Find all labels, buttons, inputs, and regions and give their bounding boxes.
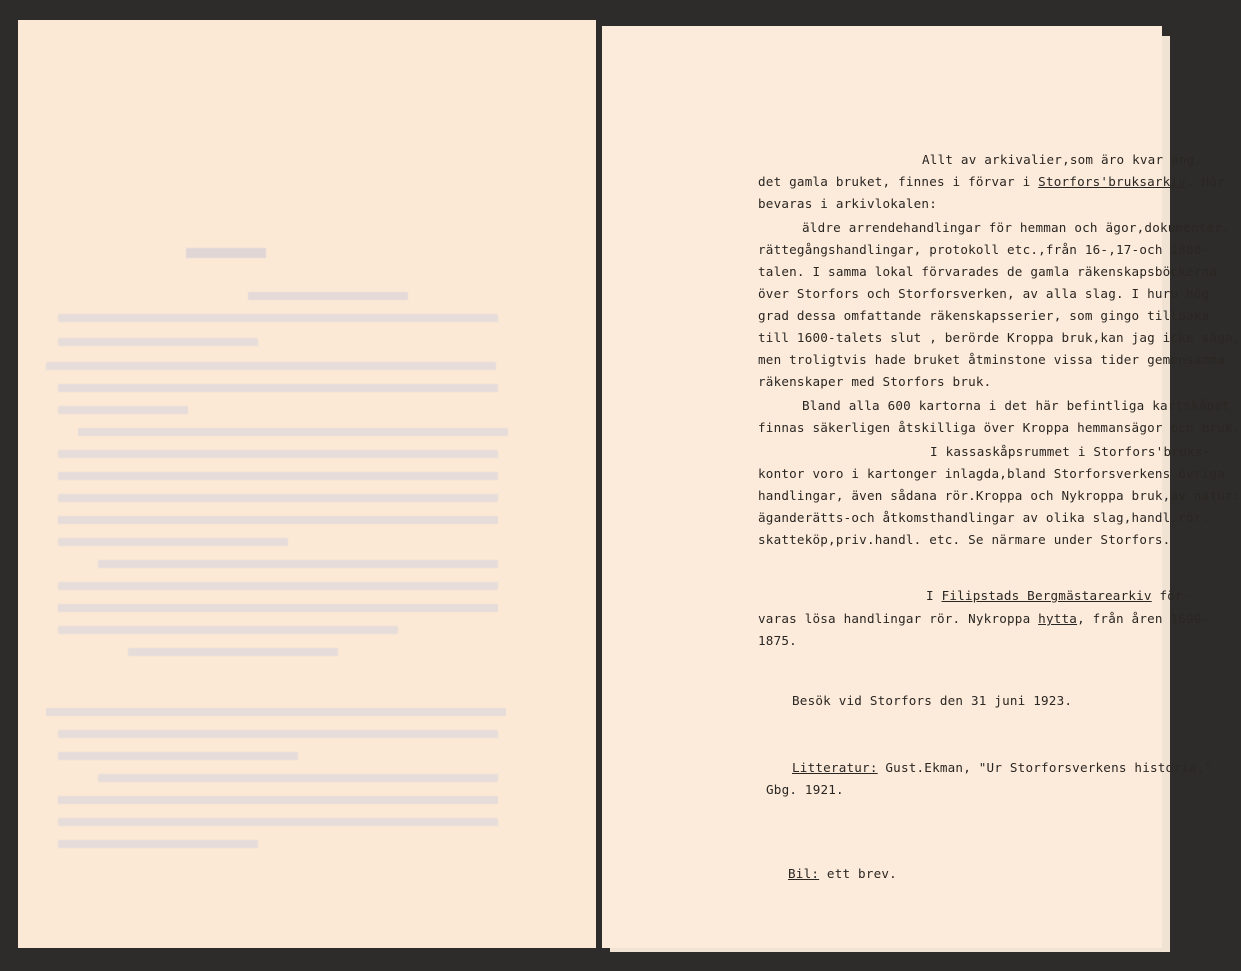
left-page-blank-reverse <box>18 20 596 948</box>
storfors-bruksarkiv-ref: Storfors'bruksarkiv <box>1038 174 1187 189</box>
literature-label: Litteratur: <box>792 760 878 775</box>
attachment-line <box>788 866 897 881</box>
para2-line1: äldre arrendehandlingar för hemman och ägor,dokumenter, <box>802 220 1231 235</box>
typed-document-page <box>602 26 1241 948</box>
show-through-line <box>248 292 408 300</box>
para2-line6: till 1600-talets slut , berörde Kroppa bruk,kan jag icke säga, <box>758 330 1241 345</box>
show-through-line <box>58 840 258 848</box>
show-through-line <box>58 406 188 414</box>
attachment-text: ett brev. <box>819 866 897 881</box>
show-through-line <box>58 626 398 634</box>
bergmastarearkiv-ref: Filipstads Bergmästarearkiv <box>941 588 1152 603</box>
show-through-line <box>58 314 498 322</box>
para4-line4: äganderätts-och åtkomsthandlingar av olika slag,handl.rör. <box>758 510 1210 525</box>
show-through-line <box>58 384 498 392</box>
show-through-line <box>58 730 498 738</box>
show-through-line <box>58 796 498 804</box>
show-through-line <box>58 516 498 524</box>
attachment-label: Bil: <box>788 866 820 881</box>
para5-line1-a: I <box>926 588 942 603</box>
para4-line3: handlingar, även sådana rör.Kroppa och Nykroppa bruk,av natur: <box>758 488 1241 503</box>
show-through-line <box>58 752 298 760</box>
show-through-line <box>186 248 266 258</box>
literature-text: Gust.Ekman, "Ur Storforsverkens historia," <box>877 760 1213 775</box>
para3-line1: Bland alla 600 kartorna i det här befintliga kartskåpet <box>802 398 1231 413</box>
show-through-line <box>58 494 498 502</box>
show-through-line <box>98 774 498 782</box>
para2-line5: grad dessa omfattande räkenskapsserier, som gingo tillbaka <box>758 308 1210 323</box>
para1-line3: bevaras i arkivlokalen: <box>758 196 937 211</box>
show-through-line <box>78 428 508 436</box>
para5-line1-b: för- <box>1151 588 1191 603</box>
literature-line2: Gbg. 1921. <box>766 782 844 797</box>
para1-line2-a: det gamla bruket, finnes i förvar i <box>758 174 1039 189</box>
show-through-line <box>58 582 498 590</box>
show-through-line <box>128 648 338 656</box>
para1-line1: Allt av arkivalier,som äro kvar ang. <box>922 152 1203 167</box>
para5-line3: 1875. <box>758 633 797 648</box>
para2-line2: rättegångshandlingar, protokoll etc.,från 16-,17-och 1800- <box>758 242 1210 257</box>
para4-line5: skatteköp,priv.handl. etc. Se närmare under Storfors. <box>758 532 1171 547</box>
show-through-line <box>58 338 258 346</box>
para4-line1: I kassaskåpsrummet i Storfors'bruks- <box>930 444 1211 459</box>
hytta-ref: hytta <box>1038 611 1078 626</box>
show-through-line <box>58 818 498 826</box>
para5-line2-b: , från åren 1699- <box>1077 611 1210 626</box>
show-through-line <box>46 362 496 370</box>
show-through-line <box>58 604 498 612</box>
para2-line4: över Storfors och Storforsverken, av alla slag. I huru hög <box>758 286 1210 301</box>
para2-line8: räkenskaper med Storfors bruk. <box>758 374 992 389</box>
para5-line2 <box>758 611 1209 626</box>
literature-line1 <box>792 760 1212 775</box>
para5-line2-a: varas lösa handlingar rör. Nykroppa <box>758 611 1039 626</box>
para1-line2 <box>758 174 1225 189</box>
visit-line: Besök vid Storfors den 31 juni 1923. <box>792 693 1073 708</box>
show-through-line <box>58 538 288 546</box>
para2-line3: talen. I samma lokal förvarades de gamla räkenskapsböckerna <box>758 264 1218 279</box>
show-through-line <box>46 708 506 716</box>
para5-line1 <box>926 588 1191 603</box>
para3-line2: finnas säkerligen åtskilliga över Kroppa hemmansägor och bruk. <box>758 420 1241 435</box>
show-through-line <box>58 472 498 480</box>
para4-line2: kontor voro i kartonger inlagda,bland Storforsverkens övriga <box>758 466 1225 481</box>
show-through-line <box>58 450 498 458</box>
show-through-line <box>98 560 498 568</box>
para2-line7: men troligtvis hade bruket åtminstone vissa tider gemensamma <box>758 352 1225 367</box>
para1-line2-b: . Här <box>1186 174 1225 189</box>
